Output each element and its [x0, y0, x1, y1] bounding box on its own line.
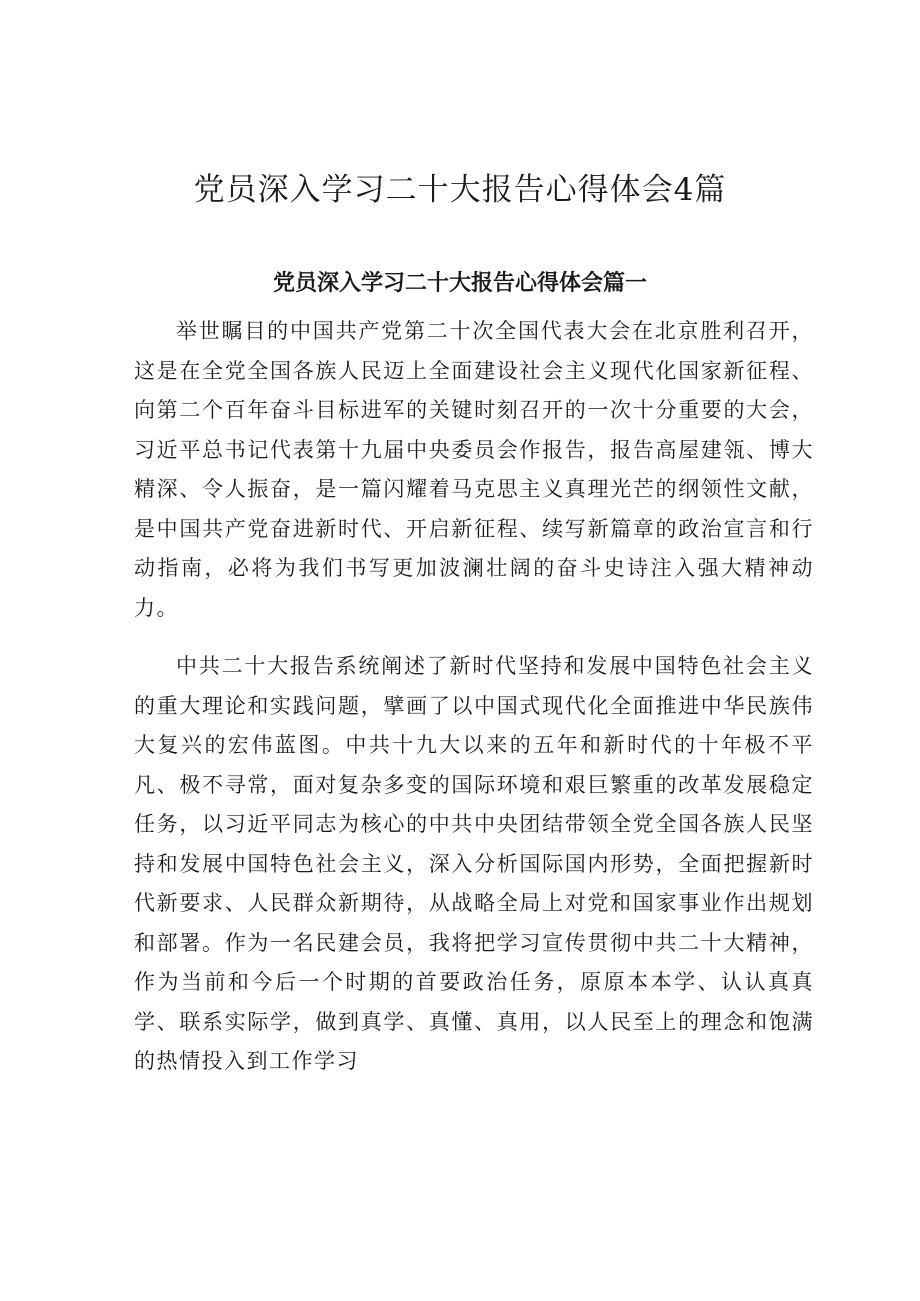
body-paragraph: 举世瞩目的中国共产党第二十次全国代表大会在北京胜利召开，这是在全党全国各族人民迈上全面建设社会主义现代化国家新征程、向第二个百年奋斗目标进军的关键时刻召开的一次十分重要的大会，习近平总书记代表第十九届中央委员会作报告，报告高屋建瓴、博大精深、令人振奋，是一篇闪耀着马克思主义真理光芒的纲领性文献，是中国共产党奋进新时代、开启新征程、续写新篇章的政治宣言和行动指南，必将为我们书写更加波澜壮阔的奋斗史诗注入强大精神动力。 — [134, 319, 814, 620]
section-heading: 党员深入学习二十大报告心得体会篇一 — [272, 271, 647, 296]
body-paragraph: 中共二十大报告系统阐述了新时代坚持和发展中国特色社会主义的重大理论和实践问题，擘画了以中国式现代化全面推进中华民族伟大复兴的宏伟蓝图。中共十九大以来的五年和新时代的十年极不平凡、极不寻常，面对复杂多变的国际环境和艰巨繁重的改革发展稳定任务，以习近平同志为核心的中共中央团结带领全党全国各族人民坚持和发展中国特色社会主义，深入分析国际国内形势，全面把握新时代新要求、人民群众新期待，从战略全局上对党和国家事业作出规划和部署。作为一名民建会员，我将把学习宣传贯彻中共二十大精神，作为当前和今后一个时期的首要政治任务，原原本本学、认认真真学、联系实际学，做到真学、真懂、真用，以人民至上的理念和饱满的热情投入到工作学习 — [134, 654, 814, 1073]
document-title: 党员深入学习二十大报告心得体会4篇 — [193, 172, 727, 208]
